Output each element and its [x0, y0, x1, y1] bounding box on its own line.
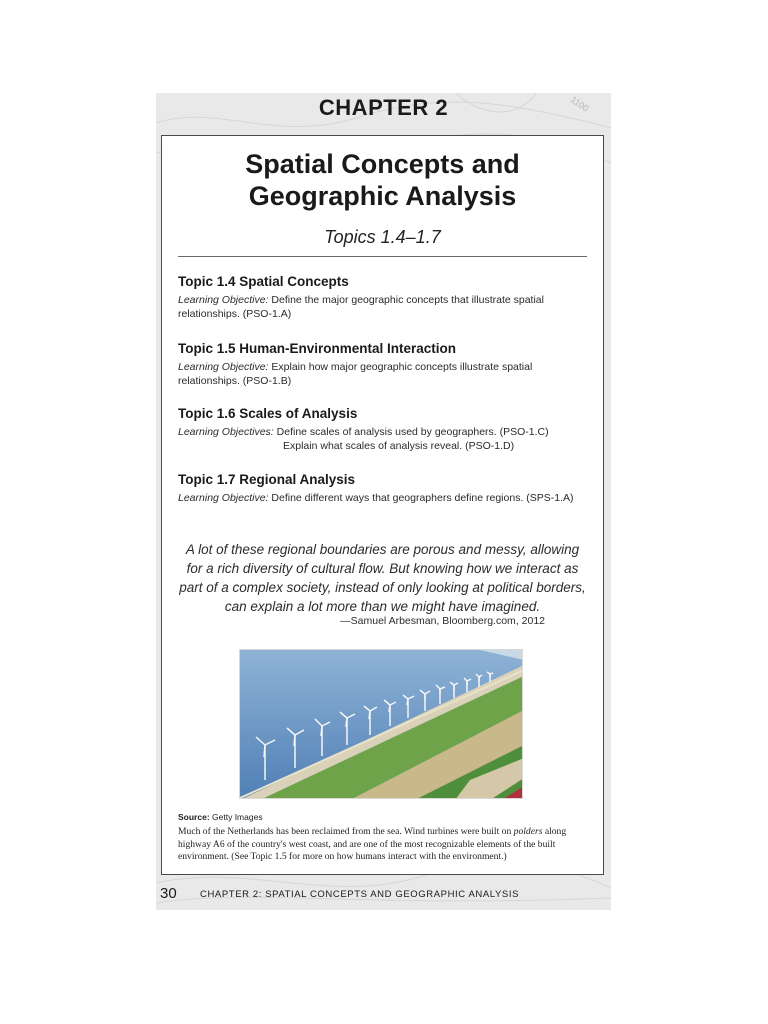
topic-1-5	[178, 341, 591, 388]
learning-objective-text: Define the major geographic concepts that illustrate spatial relationships. (PSO-1.A)	[178, 294, 544, 320]
learning-objective	[178, 360, 591, 388]
learning-objective-label: Learning Objective:	[178, 361, 269, 373]
map-elevation-mark: 1100	[568, 94, 591, 114]
topics-range: Topics 1.4–1.7	[324, 227, 441, 247]
chapter-title	[162, 148, 603, 212]
caption-text: Much of the Netherlands has been reclaimed from the sea. Wind turbines were built on	[178, 826, 514, 837]
learning-objective	[178, 491, 591, 505]
learning-objective-text: Define scales of analysis used by geographers. (PSO-1.C)	[273, 426, 549, 438]
wind-turbines-illustration	[240, 650, 523, 799]
page-number: 30	[160, 885, 177, 902]
topic-1-6	[178, 406, 591, 453]
textbook-page	[156, 93, 611, 910]
learning-objective-text-2: Explain what scales of analysis reveal. (PSO-1.D)	[283, 440, 515, 452]
chapter-title-line-2: Geographic Analysis	[248, 181, 517, 211]
chapter-title-line-1: Spatial Concepts and	[245, 149, 520, 179]
topic-heading: Topic 1.7 Regional Analysis	[178, 472, 356, 487]
topic-heading: Topic 1.4 Spatial Concepts	[178, 274, 349, 289]
chapter-opener-panel	[161, 135, 604, 875]
image-caption	[178, 826, 589, 864]
learning-objective	[178, 425, 591, 453]
source-label: Source:	[178, 812, 210, 822]
source-value: Getty Images	[209, 812, 263, 822]
running-footer-title: CHAPTER 2: SPATIAL CONCEPTS AND GEOGRAPHIC ANALYSIS	[200, 889, 520, 900]
topic-1-4	[178, 274, 591, 321]
topic-heading: Topic 1.5 Human-Environmental Interaction	[178, 341, 457, 356]
epigraph-quote: A lot of these regional boundaries are porous and messy, allowing for a rich diversity of cultural flow. But knowing how we interact as part of a complex society, instead of only looking at political borders, can explain a lot more than we might have imagined.	[179, 542, 586, 614]
chapter-label: CHAPTER 2	[318, 95, 449, 120]
topic-1-7	[178, 472, 591, 505]
learning-objective	[178, 293, 591, 321]
learning-objective-text: Define different ways that geographers define regions. (SPS-1.A)	[268, 492, 574, 504]
topic-heading: Topic 1.6 Scales of Analysis	[178, 406, 358, 421]
caption-text: along highway A6 of the country's west coast, and are one of the most recognizable elements of the built environment. (See Topic 1.5 for more on how humans interact with the environment.)	[178, 826, 567, 862]
image-source	[178, 812, 263, 822]
learning-objective-label: Learning Objectives:	[178, 426, 274, 438]
divider	[178, 256, 587, 257]
wind-turbines-photo	[239, 649, 523, 799]
learning-objective-label: Learning Objective:	[178, 492, 269, 504]
caption-emphasis: polders	[513, 826, 543, 837]
learning-objective-label: Learning Objective:	[178, 294, 269, 306]
quote-attribution: —Samuel Arbesman, Bloomberg.com, 2012	[340, 615, 545, 627]
learning-objective-text: Explain how major geographic concepts illustrate spatial relationships. (PSO-1.B)	[178, 361, 533, 387]
